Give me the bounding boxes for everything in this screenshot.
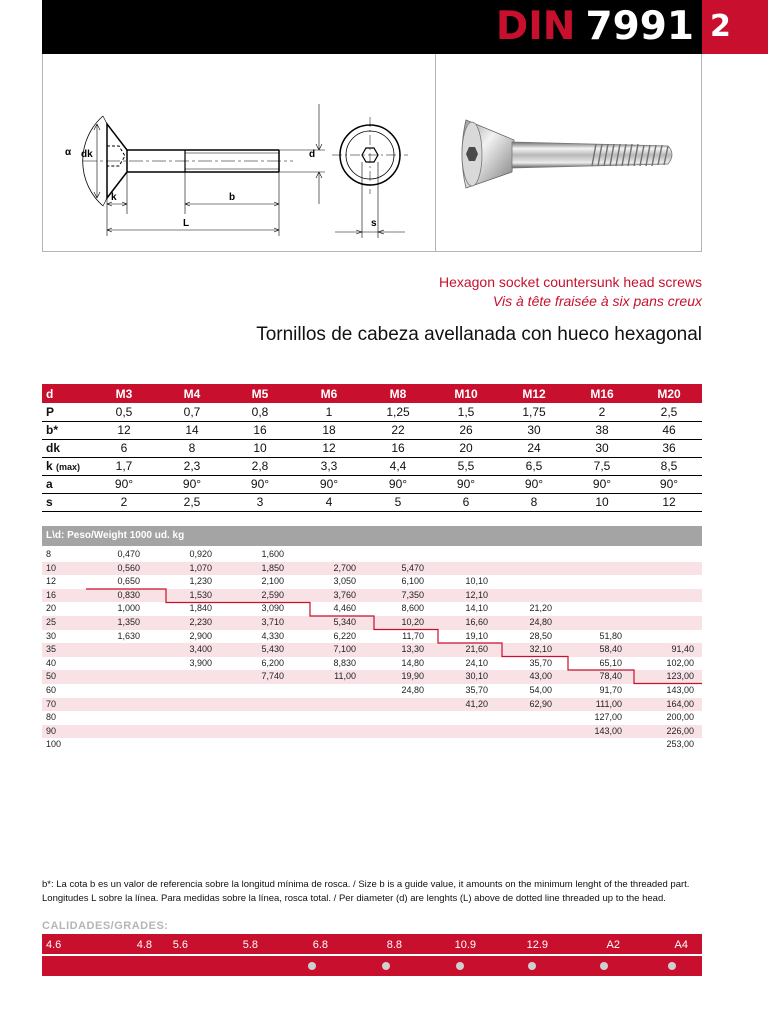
weight-cell: 32,10 — [496, 643, 560, 657]
dimension-header-row — [42, 384, 702, 403]
weight-cell: 0,920 — [189, 549, 212, 559]
din-number: 7991 — [585, 4, 694, 49]
dimension-cell: 0,8 — [226, 403, 294, 421]
weight-cell: 2,100 — [261, 576, 284, 587]
col-header: M10 — [432, 384, 500, 403]
dimension-cell: 90° — [158, 475, 226, 493]
row-label-text: dk — [46, 441, 61, 455]
row-label-text: b* — [46, 423, 58, 437]
row-label — [42, 439, 90, 457]
dimension-cell: 14 — [158, 421, 226, 439]
weight-cell: 10,20 — [364, 616, 432, 630]
dimension-cell: 90° — [500, 475, 568, 493]
k-label: k — [111, 192, 117, 203]
dimension-cell: 20 — [432, 439, 500, 457]
s-label: s — [371, 218, 377, 229]
length-cell: 90 — [42, 725, 88, 739]
weight-cell: 1,530 — [148, 589, 220, 603]
weight-cell: 3,900 — [189, 657, 212, 668]
weight-cell: 123,00 — [630, 670, 702, 684]
weight-cell: 65,10 — [599, 657, 622, 668]
weight-cell: 127,00 — [594, 712, 622, 723]
row-label-text: P — [46, 404, 55, 419]
weight-cell: 2,900 — [189, 630, 212, 641]
grade-available-dot — [528, 962, 536, 970]
dimension-cell: 5,5 — [432, 457, 500, 475]
weight-cell: 58,40 — [560, 643, 630, 657]
row-label-text: s — [46, 495, 53, 509]
weight-cell: 1,350 — [88, 616, 148, 630]
dimension-cell: 38 — [568, 421, 636, 439]
dimension-cell: 12 — [294, 439, 364, 457]
grade-available-dot — [456, 962, 464, 970]
weight-cell: 102,00 — [666, 657, 694, 668]
weight-cell: 253,00 — [666, 739, 694, 750]
length-cell: 80 — [46, 712, 57, 723]
dimension-cell: 3,3 — [294, 457, 364, 475]
grade-label: 8.8 — [386, 939, 402, 951]
length-cell: 10 — [42, 562, 88, 576]
dimension-cell: 1,75 — [500, 403, 568, 421]
dimension-row — [42, 403, 702, 421]
weight-cell: 91,70 — [599, 684, 622, 695]
weight-cell: 5,470 — [364, 562, 432, 576]
weight-cell: 7,740 — [220, 670, 292, 684]
length-cell: 60 — [46, 684, 57, 695]
dimension-table — [42, 384, 702, 512]
weight-cell: 16,60 — [432, 616, 496, 630]
col-header: M16 — [568, 384, 636, 403]
length-cell: 12 — [46, 576, 57, 587]
grades-availability-row — [42, 956, 702, 976]
dimension-cell: 1,5 — [432, 403, 500, 421]
dimension-cell: 6 — [90, 439, 158, 457]
dimension-cell: 12 — [90, 421, 158, 439]
dimension-cell: 16 — [226, 421, 294, 439]
weight-cell: 30,10 — [432, 670, 496, 684]
weight-cell: 1,850 — [220, 562, 292, 576]
weight-cell: 143,00 — [666, 684, 694, 695]
dimension-cell: 0,5 — [90, 403, 158, 421]
dimension-row — [42, 475, 702, 493]
weight-cell: 200,00 — [666, 712, 694, 723]
header-bar — [42, 0, 702, 54]
technical-drawing-panel — [42, 54, 436, 252]
dimension-cell: 10 — [568, 493, 636, 511]
dimension-cell: 6 — [432, 493, 500, 511]
product-photo-panel — [436, 54, 702, 252]
footnote: b*: La cota b es un valor de referencia sobre la longitud mínima de rosca. / Size b is a guide value, it amounts on the minimum lenght of the threaded part. Longitudes L sobre la línea. Para medidas sobre la línea, rosca total. / Per diameter (d) are lenghts (L) above de dotted line threaded up to the head. — [42, 879, 690, 904]
dimension-cell: 22 — [364, 421, 432, 439]
weight-cell: 5,430 — [220, 643, 292, 657]
grade-label: A4 — [674, 939, 688, 951]
dimension-row — [42, 439, 702, 457]
weight-cell: 41,20 — [432, 698, 496, 712]
col-header: M12 — [500, 384, 568, 403]
grade-label: 10.9 — [454, 939, 476, 951]
dimension-cell: 3 — [226, 493, 294, 511]
row-label-text: a — [46, 477, 53, 491]
weight-cell: 7,100 — [292, 643, 364, 657]
screw-drawing — [43, 54, 437, 252]
dimension-cell: 90° — [432, 475, 500, 493]
weight-cell: 2,230 — [148, 616, 220, 630]
row-label — [42, 475, 90, 493]
grade-available-dot — [600, 962, 608, 970]
standard-title — [496, 4, 694, 50]
row-label — [42, 421, 90, 439]
grades-label: CALIDADES/GRADES: — [42, 920, 169, 932]
dimension-cell: 46 — [636, 421, 702, 439]
length-cell: 70 — [42, 698, 88, 712]
dimension-cell: 90° — [364, 475, 432, 493]
b-label: b — [229, 192, 236, 203]
weight-cell: 0,830 — [88, 589, 148, 603]
dimension-row — [42, 457, 702, 475]
weight-cell: 24,80 — [496, 616, 560, 630]
length-cell: 16 — [42, 589, 88, 603]
weight-cell: 10,10 — [465, 576, 488, 587]
length-cell: 100 — [46, 739, 62, 750]
col-header: M20 — [636, 384, 702, 403]
col-header: M5 — [226, 384, 294, 403]
dimension-cell: 1,7 — [90, 457, 158, 475]
weight-cell: 13,30 — [364, 643, 432, 657]
dimension-cell: 8 — [158, 439, 226, 457]
l-label: L — [183, 218, 190, 229]
alpha-label: α — [65, 147, 72, 158]
weight-cell: 8,600 — [401, 603, 424, 614]
weight-cell: 14,10 — [465, 603, 488, 614]
grade-label: 6.8 — [312, 939, 328, 951]
weight-cell: 43,00 — [496, 670, 560, 684]
length-cell: 50 — [42, 670, 88, 684]
row-label — [42, 457, 90, 475]
weight-cell: 21,60 — [432, 643, 496, 657]
col-header: M6 — [294, 384, 364, 403]
dimension-cell: 26 — [432, 421, 500, 439]
weight-cell: 4,460 — [333, 603, 356, 614]
weight-cell: 6,220 — [333, 630, 356, 641]
dimension-cell: 90° — [90, 475, 158, 493]
dimension-cell: 90° — [226, 475, 294, 493]
thread-boundary-line — [42, 548, 702, 758]
weight-cell: 28,50 — [529, 630, 552, 641]
dimension-cell: 1 — [294, 403, 364, 421]
weight-cell: 1,600 — [261, 549, 284, 559]
weight-cell: 91,40 — [630, 643, 702, 657]
weight-cell: 226,00 — [630, 725, 702, 739]
din-label: DIN — [495, 4, 576, 49]
dimension-cell: 90° — [636, 475, 702, 493]
screw-photo — [436, 54, 702, 252]
dimension-cell: 0,7 — [158, 403, 226, 421]
dimension-cell: 36 — [636, 439, 702, 457]
weight-cell: 6,200 — [261, 657, 284, 668]
dimension-cell: 1,25 — [364, 403, 432, 421]
weight-cell: 1,070 — [148, 562, 220, 576]
weight-cell: 111,00 — [560, 698, 630, 712]
weight-cell: 1,840 — [189, 603, 212, 614]
col-header: M3 — [90, 384, 158, 403]
dimension-cell: 7,5 — [568, 457, 636, 475]
weight-cell: 3,050 — [333, 576, 356, 587]
d-label: d — [309, 149, 316, 160]
dimension-cell: 18 — [294, 421, 364, 439]
weight-cell: 24,80 — [401, 684, 424, 695]
dimension-cell: 8 — [500, 493, 568, 511]
weight-cell: 3,400 — [148, 643, 220, 657]
dimension-cell: 24 — [500, 439, 568, 457]
dimension-row — [42, 421, 702, 439]
dimension-cell: 30 — [568, 439, 636, 457]
weight-table-title: L\d: Peso/Weight 1000 ud. kg — [42, 526, 702, 546]
grade-available-dot — [308, 962, 316, 970]
length-cell: 20 — [46, 603, 57, 614]
grade-label: 12.9 — [526, 939, 548, 951]
dimension-cell: 8,5 — [636, 457, 702, 475]
dimension-cell: 2 — [90, 493, 158, 511]
dimension-cell: 2,5 — [158, 493, 226, 511]
weight-cell: 5,340 — [292, 616, 364, 630]
grade-label: 5.6 — [172, 939, 188, 951]
weight-cell: 7,350 — [364, 589, 432, 603]
col-header: M8 — [364, 384, 432, 403]
grade-available-dot — [382, 962, 390, 970]
dimension-row — [42, 493, 702, 511]
weight-cell: 2,700 — [292, 562, 364, 576]
weight-cell: 19,10 — [465, 630, 488, 641]
length-cell: 25 — [42, 616, 88, 630]
weight-cell: 164,00 — [630, 698, 702, 712]
length-cell: 40 — [46, 657, 57, 668]
grade-label: 4.8 — [136, 939, 152, 951]
weight-cell: 62,90 — [496, 698, 560, 712]
weight-cell: 2,590 — [220, 589, 292, 603]
weight-cell: 1,230 — [189, 576, 212, 587]
dimension-cell: 16 — [364, 439, 432, 457]
grades-row — [42, 934, 702, 954]
dimension-cell: 2 — [568, 403, 636, 421]
dimension-cell: 4,4 — [364, 457, 432, 475]
dimension-cell: 90° — [568, 475, 636, 493]
weight-cell: 78,40 — [560, 670, 630, 684]
dk-label: dk — [81, 149, 93, 160]
weight-cell: 1,630 — [117, 630, 140, 641]
weight-cell: 4,330 — [261, 630, 284, 641]
weight-cell: 8,830 — [333, 657, 356, 668]
dimension-cell: 30 — [500, 421, 568, 439]
weight-cell: 11,70 — [402, 630, 424, 641]
weight-cell: 24,10 — [465, 657, 488, 668]
dimension-cell: 2,8 — [226, 457, 294, 475]
weight-cell: 3,090 — [261, 603, 284, 614]
weight-cell: 51,80 — [599, 630, 622, 641]
row-label-suffix: (max) — [56, 462, 81, 472]
weight-cell: 19,90 — [364, 670, 432, 684]
col-header: d — [42, 384, 90, 403]
page-number-tab: 2 — [702, 0, 768, 54]
row-label — [42, 493, 90, 511]
title-french: Vis à tête fraisée à six pans creux — [492, 293, 702, 309]
dimension-cell: 2,5 — [636, 403, 702, 421]
title-english: Hexagon socket countersunk head screws — [438, 274, 702, 290]
weight-cell: 11,00 — [292, 670, 364, 684]
weight-cell: 3,760 — [292, 589, 364, 603]
length-cell: 8 — [46, 549, 52, 559]
weight-cell: 14,80 — [401, 657, 424, 668]
weight-cell: 1,000 — [117, 603, 140, 614]
weight-cell: 0,470 — [117, 549, 140, 559]
weight-cell: 35,70 — [465, 684, 488, 695]
length-cell: 30 — [46, 630, 57, 641]
row-label — [42, 403, 90, 421]
weight-cell: 143,00 — [560, 725, 630, 739]
dimension-cell: 5 — [364, 493, 432, 511]
dimension-cell: 12 — [636, 493, 702, 511]
grade-label: 5.8 — [242, 939, 258, 951]
grade-label: 4.6 — [46, 939, 62, 951]
dimension-cell: 90° — [294, 475, 364, 493]
weight-cell: 0,560 — [88, 562, 148, 576]
weight-cell: 12,10 — [432, 589, 496, 603]
weight-cell: 54,00 — [529, 684, 552, 695]
weight-cell: 0,650 — [117, 576, 140, 587]
grade-available-dot — [668, 962, 676, 970]
dimension-cell: 2,3 — [158, 457, 226, 475]
weight-cell: 21,20 — [529, 603, 552, 614]
grade-label: A2 — [606, 939, 620, 951]
weight-cell: 6,100 — [401, 576, 424, 587]
length-cell: 35 — [42, 643, 88, 657]
dimension-cell: 10 — [226, 439, 294, 457]
col-header: M4 — [158, 384, 226, 403]
weight-cell: 3,710 — [220, 616, 292, 630]
row-label-text: k — [46, 459, 53, 473]
title-spanish: Tornillos de cabeza avellanada con hueco hexagonal — [256, 324, 702, 345]
dimension-cell: 6,5 — [500, 457, 568, 475]
dimension-cell: 4 — [294, 493, 364, 511]
weight-cell: 35,70 — [529, 657, 552, 668]
